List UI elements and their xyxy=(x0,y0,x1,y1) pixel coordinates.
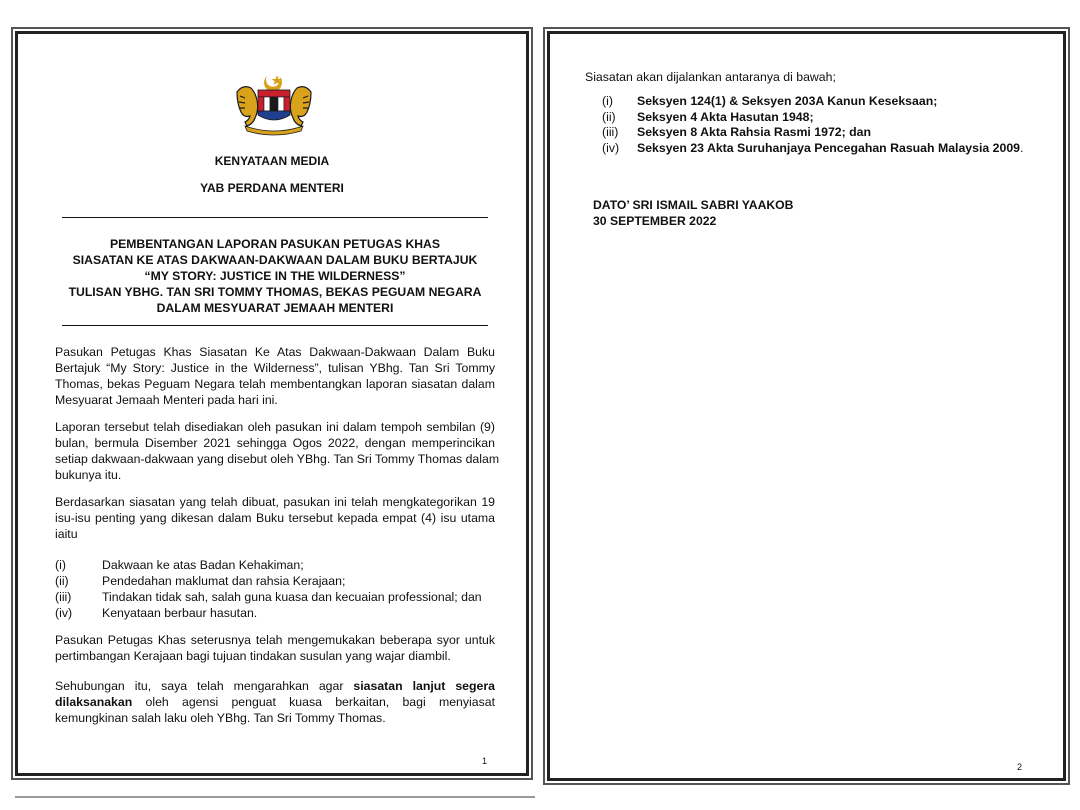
title-line: PEMBENTANGAN LAPORAN PASUKAN PETUGAS KHAS xyxy=(110,237,440,251)
office-heading: YAB PERDANA MENTERI xyxy=(200,181,344,195)
divider-bottom xyxy=(62,325,488,326)
paragraph-text: oleh agensi penguat kuasa berkaitan, bagi menyiasat xyxy=(132,695,495,709)
list-number: (i) xyxy=(55,558,66,572)
paragraph-line xyxy=(55,678,495,694)
title-line: SIASATAN KE ATAS DAKWAAN-DAKWAAN DALAM BUKU BERTAJUK xyxy=(72,253,478,267)
list-number: (ii) xyxy=(55,574,69,588)
title-line: “MY STORY: JUSTICE IN THE WILDERNESS” xyxy=(144,269,406,283)
list-text: Dakwaan ke atas Badan Kehakiman; xyxy=(102,558,304,572)
page-number: 2 xyxy=(1017,762,1023,772)
paragraph-line: Laporan tersebut telah disediakan oleh pasukan ini dalam tempoh sembilan (9) xyxy=(55,420,495,434)
paragraph-line: isu-isu penting yang dikesan dalam Buku tersebut kepada empat (4) isu utama xyxy=(55,511,495,525)
list-suffix: . xyxy=(1020,140,1024,155)
paragraph-line: Bertajuk “My Story: Justice in the Wilderness”, tulisan YBhg. Tan Sri Tommy xyxy=(55,361,495,375)
issues-list xyxy=(55,557,505,621)
paragraph-emphasis: siasatan lanjut segera xyxy=(353,679,495,693)
list-number: (i) xyxy=(602,94,613,108)
list-item xyxy=(55,573,505,589)
list-item xyxy=(602,110,1023,126)
paragraph-line: pertimbangan Kerajaan bagi tujuan tindakan susulan yang wajar diambil. xyxy=(55,649,451,663)
paragraph-line: bulan, bermula Disember 2021 sehingga Ogos 2022, dengan memperincikan xyxy=(55,436,495,450)
malaysia-coat-of-arms-icon xyxy=(231,72,317,136)
list-item xyxy=(55,605,505,621)
paragraph-line: Thomas, bekas Peguam Negara telah membentangkan laporan siasatan dalam xyxy=(55,377,495,391)
list-item xyxy=(55,589,505,605)
document-page-2 xyxy=(547,31,1066,781)
list-text: Seksyen 124(1) & Seksyen 203A Kanun Keseksaan; xyxy=(637,94,938,108)
paragraph-text: Sehubungan itu, saya telah mengarahkan agar xyxy=(55,679,354,693)
next-page-edge xyxy=(15,796,535,801)
list-item xyxy=(602,125,1023,141)
paragraph-line: Mesyuarat Jemaah Menteri pada hari ini. xyxy=(55,393,278,407)
list-item xyxy=(602,141,1023,157)
paragraph-5 xyxy=(55,678,495,726)
list-text: Pendedahan maklumat dan rahsia Kerajaan; xyxy=(102,574,346,588)
paragraph-line: Berdasarkan siasatan yang telah dibuat, pasukan ini telah mengkategorikan 19 xyxy=(55,495,495,509)
release-title xyxy=(48,236,502,316)
paragraph-line: kemungkinan salah laku oleh YBhg. Tan Sri Tommy Thomas. xyxy=(55,711,386,725)
paragraph-emphasis: dilaksanakan xyxy=(55,695,133,709)
list-number: (iv) xyxy=(602,140,620,155)
document-page-1 xyxy=(15,31,529,776)
title-line: TULISAN YBHG. TAN SRI TOMMY THOMAS, BEKAS PEGUAM NEGARA xyxy=(68,285,482,299)
paragraph-line: iaitu xyxy=(55,527,78,541)
paragraph-line: Pasukan Petugas Khas seterusnya telah mengemukakan beberapa syor untuk xyxy=(55,633,495,647)
list-text: Kenyataan berbaur hasutan. xyxy=(102,606,258,620)
list-number: (iv) xyxy=(55,606,73,620)
paragraph-line: bukunya itu. xyxy=(55,468,122,482)
list-item xyxy=(55,557,505,573)
release-date: 30 SEPTEMBER 2022 xyxy=(593,214,717,228)
laws-list xyxy=(602,94,1023,156)
paragraph-2 xyxy=(55,419,500,483)
list-item xyxy=(602,94,1023,110)
signatory-name: DATO’ SRI ISMAIL SABRI YAAKOB xyxy=(593,198,794,212)
paragraph-4 xyxy=(55,632,495,664)
press-release-heading: KENYATAAN MEDIA xyxy=(214,154,330,168)
list-number: (iii) xyxy=(55,590,72,604)
list-number: (ii) xyxy=(602,109,616,124)
title-line: DALAM MESYUARAT JEMAAH MENTERI xyxy=(156,301,394,315)
list-text: Tindakan tidak sah, salah guna kuasa dan kecuaian professional; dan xyxy=(102,590,482,604)
paragraph-1 xyxy=(55,344,495,408)
list-text: Seksyen 23 Akta Suruhanjaya Pencegahan Rasuah Malaysia 2009 xyxy=(637,140,1020,155)
paragraph-line: setiap dakwaan-dakwaan yang disebut oleh YBhg. Tan Sri Tommy Thomas dalam xyxy=(55,452,500,466)
page-number: 1 xyxy=(482,756,488,766)
paragraph-line xyxy=(55,694,495,710)
list-number: (iii) xyxy=(602,125,619,139)
list-text: Seksyen 8 Akta Rahsia Rasmi 1972; dan xyxy=(637,125,871,139)
paragraph-line: Pasukan Petugas Khas Siasatan Ke Atas Dakwaan-Dakwaan Dalam Buku xyxy=(55,345,495,359)
signature-block xyxy=(593,197,793,229)
investigation-intro: Siasatan akan dijalankan antaranya di bawah; xyxy=(585,70,836,84)
divider-top xyxy=(62,217,488,218)
list-text: Seksyen 4 Akta Hasutan 1948; xyxy=(637,109,814,124)
paragraph-3 xyxy=(55,494,495,542)
